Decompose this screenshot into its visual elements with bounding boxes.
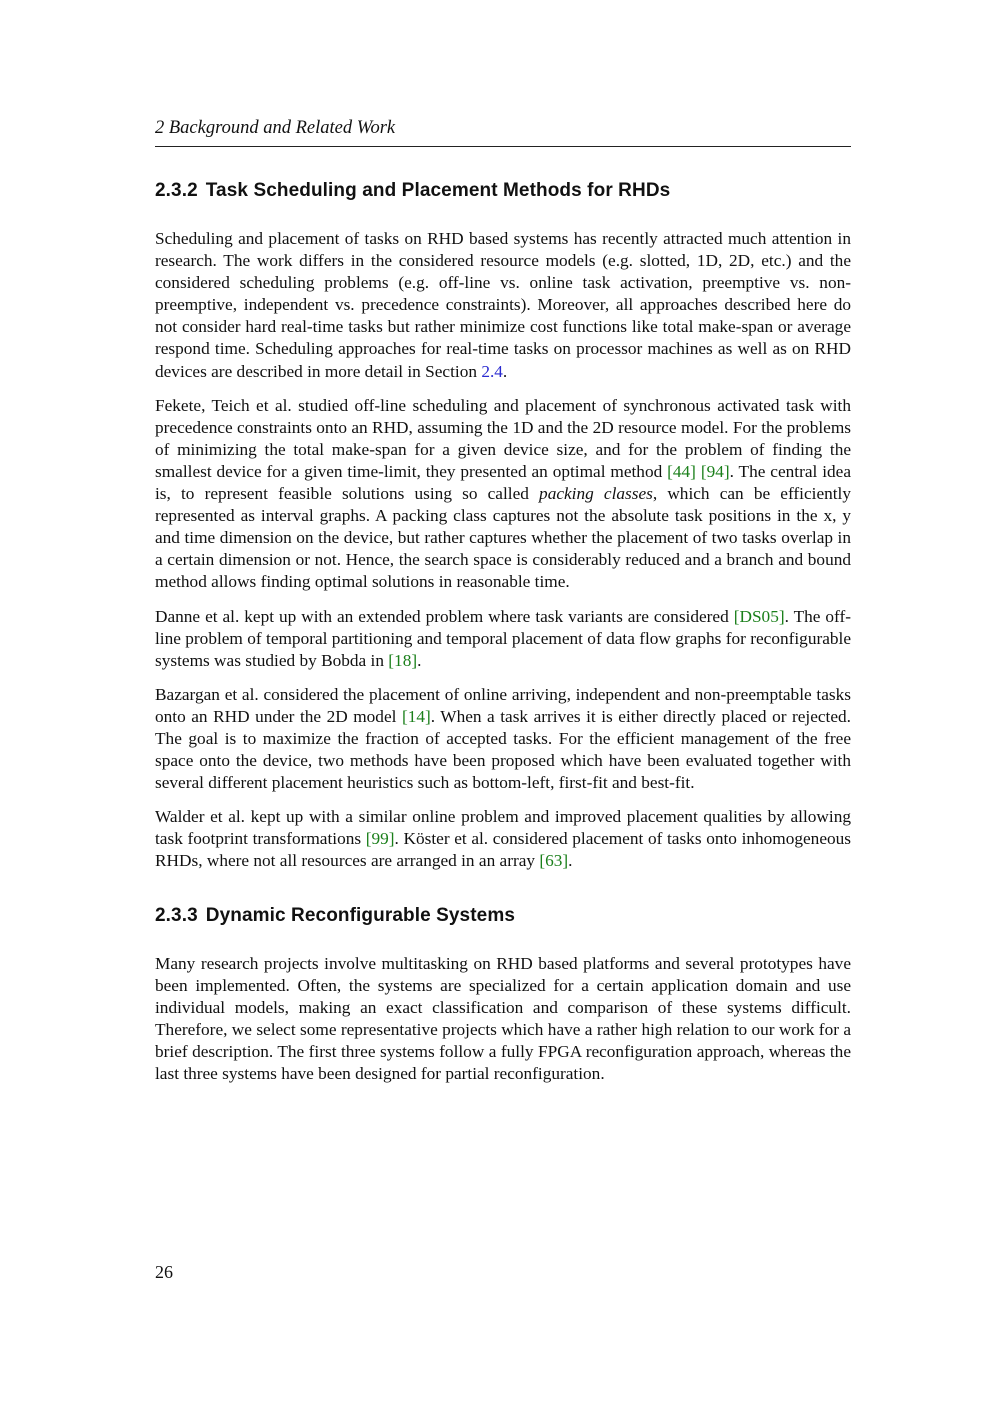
running-header	[155, 118, 851, 147]
section-ref-link[interactable]: 2.4	[481, 361, 503, 381]
citation-link[interactable]: [99]	[365, 829, 395, 849]
citation-link[interactable]: [14]	[401, 706, 431, 726]
paragraph: Walder et al. kept up with a similar online problem and improved placement qualities by allowing task footprint transformations [99]. Köster et al. considered placement of tasks onto inhomogeneous RHDs, where not all resources are arranged in an array [63].	[155, 807, 851, 871]
section-2-3-2	[155, 178, 851, 873]
section-2-3-3	[155, 903, 851, 1086]
section-heading	[155, 903, 851, 929]
section-number: 2.3.2	[155, 180, 198, 201]
page-content	[155, 178, 851, 1085]
running-title: 2 Background and Related Work	[155, 118, 396, 138]
emphasis: packing classes	[539, 484, 653, 504]
paragraph: Bazargan et al. considered the placement of online arriving, independent and non-preemptable tasks onto an RHD under the 2D model [14]. When a task arrives it is either directly placed or rejected. The goal is to maximize the fraction of accepted tasks. For the efficient management of the free space onto the device, two methods have been proposed which have been evaluated together with several different placement heuristics such as bottom-left, first-fit and best-fit.	[155, 684, 851, 793]
page-number: 26	[155, 1262, 173, 1282]
paragraph: Scheduling and placement of tasks on RHD based systems has recently attracted much attention in research. The work differs in the considered resource models (e.g. slotted, 1D, 2D, etc.) and the considered scheduling problems (e.g. off-line vs. online task activation, preemptive vs. non-preemptive, independent vs. precedence constraints). Moreover, all approaches described here do not consider hard real-time tasks but rather minimize cost functions like total make-span or average respond time. Scheduling approaches for real-time tasks on processor machines as well as on RHD devices are described in more detail in Section 2.4.	[155, 229, 851, 381]
citation-link[interactable]: [DS05]	[733, 606, 785, 626]
citation-link[interactable]: [18]	[388, 650, 418, 670]
citation-link[interactable]: [44]	[667, 461, 696, 481]
citation-link[interactable]: [63]	[539, 851, 569, 871]
section-heading	[155, 178, 851, 204]
citation-link[interactable]: [94]	[700, 461, 730, 481]
paragraph: Many research projects involve multitasking on RHD based platforms and several prototypes have been implemented. Often, the systems are specialized for a certain application domain and use individual models, making an exact classification and comparison of these systems difficult. Therefore, we select some representative projects which have a rather high relation to our work for a brief description. The first three systems follow a fully FPGA reconfiguration approach, whereas the last three systems have been designed for partial reconfiguration.	[155, 953, 851, 1083]
section-number: 2.3.3	[155, 904, 198, 926]
paragraph: Fekete, Teich et al. studied off-line scheduling and placement of synchronous activated task with precedence constraints onto an RHD, assuming the 1D and the 2D resource model. For the problems of minimizing the total make-span for a given device size, and for the problem of finding the smallest device for a given time-limit, they presented an optimal method [44] [94]. The central idea is, to represent feasible solutions using so called packing classes, which can be efficiently represented as interval graphs. A packing class captures not the absolute task positions in the x, y and time dimension on the device, but rather captures whether the placement of two tasks overlap in a certain dimension or not. Hence, the search space is considerably reduced and a branch and bound method allows finding optimal solutions in reasonable time.	[155, 395, 851, 592]
paragraph: Danne et al. kept up with an extended problem where task variants are considered [DS05]. The off-line problem of temporal partitioning and temporal placement of data flow graphs for reconfigurable systems was studied by Bobda in [18].	[155, 606, 852, 670]
section-title: Dynamic Reconfigurable Systems	[205, 904, 515, 926]
section-title: Task Scheduling and Placement Methods for RHDs	[205, 180, 671, 201]
